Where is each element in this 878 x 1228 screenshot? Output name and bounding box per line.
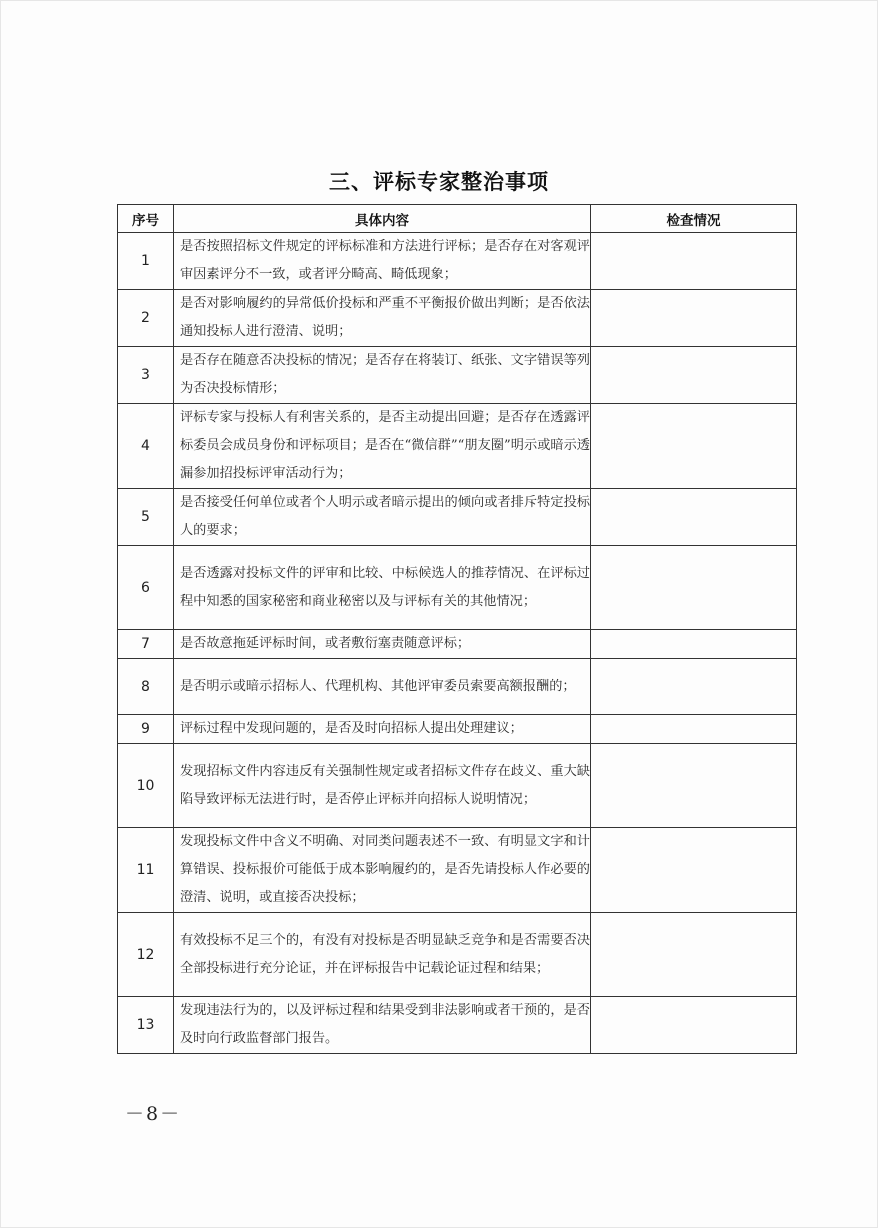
- table-row: [118, 290, 797, 347]
- row-number: 9: [118, 715, 174, 744]
- header-serial: 序号: [118, 205, 174, 233]
- row-number: 13: [118, 997, 174, 1054]
- check-cell[interactable]: [591, 347, 797, 404]
- table-row: [118, 546, 797, 630]
- check-cell[interactable]: [591, 913, 797, 997]
- table-row: [118, 630, 797, 659]
- row-number: 12: [118, 913, 174, 997]
- rectification-table: [117, 204, 797, 1054]
- table-row: [118, 828, 797, 913]
- table-row: [118, 997, 797, 1054]
- row-content: 有效投标不足三个的，有没有对投标是否明显缺乏竞争和是否需要否决全部投标进行充分论证，并在评标报告中记载论证过程和结果；: [174, 913, 591, 997]
- header-content: 具体内容: [174, 205, 591, 233]
- row-content: 是否接受任何单位或者个人明示或者暗示提出的倾向或者排斥特定投标人的要求；: [174, 489, 591, 546]
- table-row: [118, 489, 797, 546]
- table-row: [118, 659, 797, 715]
- row-content: 发现违法行为的，以及评标过程和结果受到非法影响或者干预的，是否及时向行政监督部门报告。: [174, 997, 591, 1054]
- row-number: 4: [118, 404, 174, 489]
- check-cell[interactable]: [591, 233, 797, 290]
- table-row: [118, 404, 797, 489]
- row-number: 7: [118, 630, 174, 659]
- table-row: [118, 347, 797, 404]
- row-number: 1: [118, 233, 174, 290]
- table-header-row: [118, 205, 797, 233]
- row-number: 5: [118, 489, 174, 546]
- row-content: 是否透露对投标文件的评审和比较、中标候选人的推荐情况、在评标过程中知悉的国家秘密和商业秘密以及与评标有关的其他情况；: [174, 546, 591, 630]
- check-cell[interactable]: [591, 630, 797, 659]
- row-number: 11: [118, 828, 174, 913]
- header-check: 检查情况: [591, 205, 797, 233]
- row-number: 10: [118, 744, 174, 828]
- table-row: [118, 715, 797, 744]
- check-cell[interactable]: [591, 997, 797, 1054]
- row-content: 是否对影响履约的异常低价投标和严重不平衡报价做出判断；是否依法通知投标人进行澄清、说明；: [174, 290, 591, 347]
- check-cell[interactable]: [591, 489, 797, 546]
- row-number: 6: [118, 546, 174, 630]
- row-content: 评标专家与投标人有利害关系的，是否主动提出回避；是否存在透露评标委员会成员身份和评标项目；是否在“微信群”“朋友圈”明示或暗示透漏参加招投标评审活动行为；: [174, 404, 591, 489]
- check-cell[interactable]: [591, 715, 797, 744]
- row-content: 发现投标文件中含义不明确、对同类问题表述不一致、有明显文字和计算错误、投标报价可能低于成本影响履约的，是否先请投标人作必要的澄清、说明，或直接否决投标；: [174, 828, 591, 913]
- check-cell[interactable]: [591, 546, 797, 630]
- row-number: 8: [118, 659, 174, 715]
- row-content: 评标过程中发现问题的，是否及时向招标人提出处理建议；: [174, 715, 591, 744]
- row-content: 是否按照招标文件规定的评标标准和方法进行评标；是否存在对客观评审因素评分不一致，或者评分畸高、畸低现象；: [174, 233, 591, 290]
- row-content: 是否明示或暗示招标人、代理机构、其他评审委员索要高额报酬的；: [174, 659, 591, 715]
- row-content: 是否故意拖延评标时间，或者敷衍塞责随意评标；: [174, 630, 591, 659]
- check-cell[interactable]: [591, 744, 797, 828]
- table-row: [118, 913, 797, 997]
- page-number: －8－: [125, 1103, 182, 1125]
- row-number: 3: [118, 347, 174, 404]
- row-number: 2: [118, 290, 174, 347]
- check-cell[interactable]: [591, 404, 797, 489]
- check-cell[interactable]: [591, 659, 797, 715]
- table-row: [118, 233, 797, 290]
- table-row: [118, 744, 797, 828]
- check-cell[interactable]: [591, 290, 797, 347]
- row-content: 是否存在随意否决投标的情况；是否存在将装订、纸张、文字错误等列为否决投标情形；: [174, 347, 591, 404]
- section-title: 三、评标专家整治事项: [329, 170, 549, 194]
- row-content: 发现招标文件内容违反有关强制性规定或者招标文件存在歧义、重大缺陷导致评标无法进行时，是否停止评标并向招标人说明情况；: [174, 744, 591, 828]
- check-cell[interactable]: [591, 828, 797, 913]
